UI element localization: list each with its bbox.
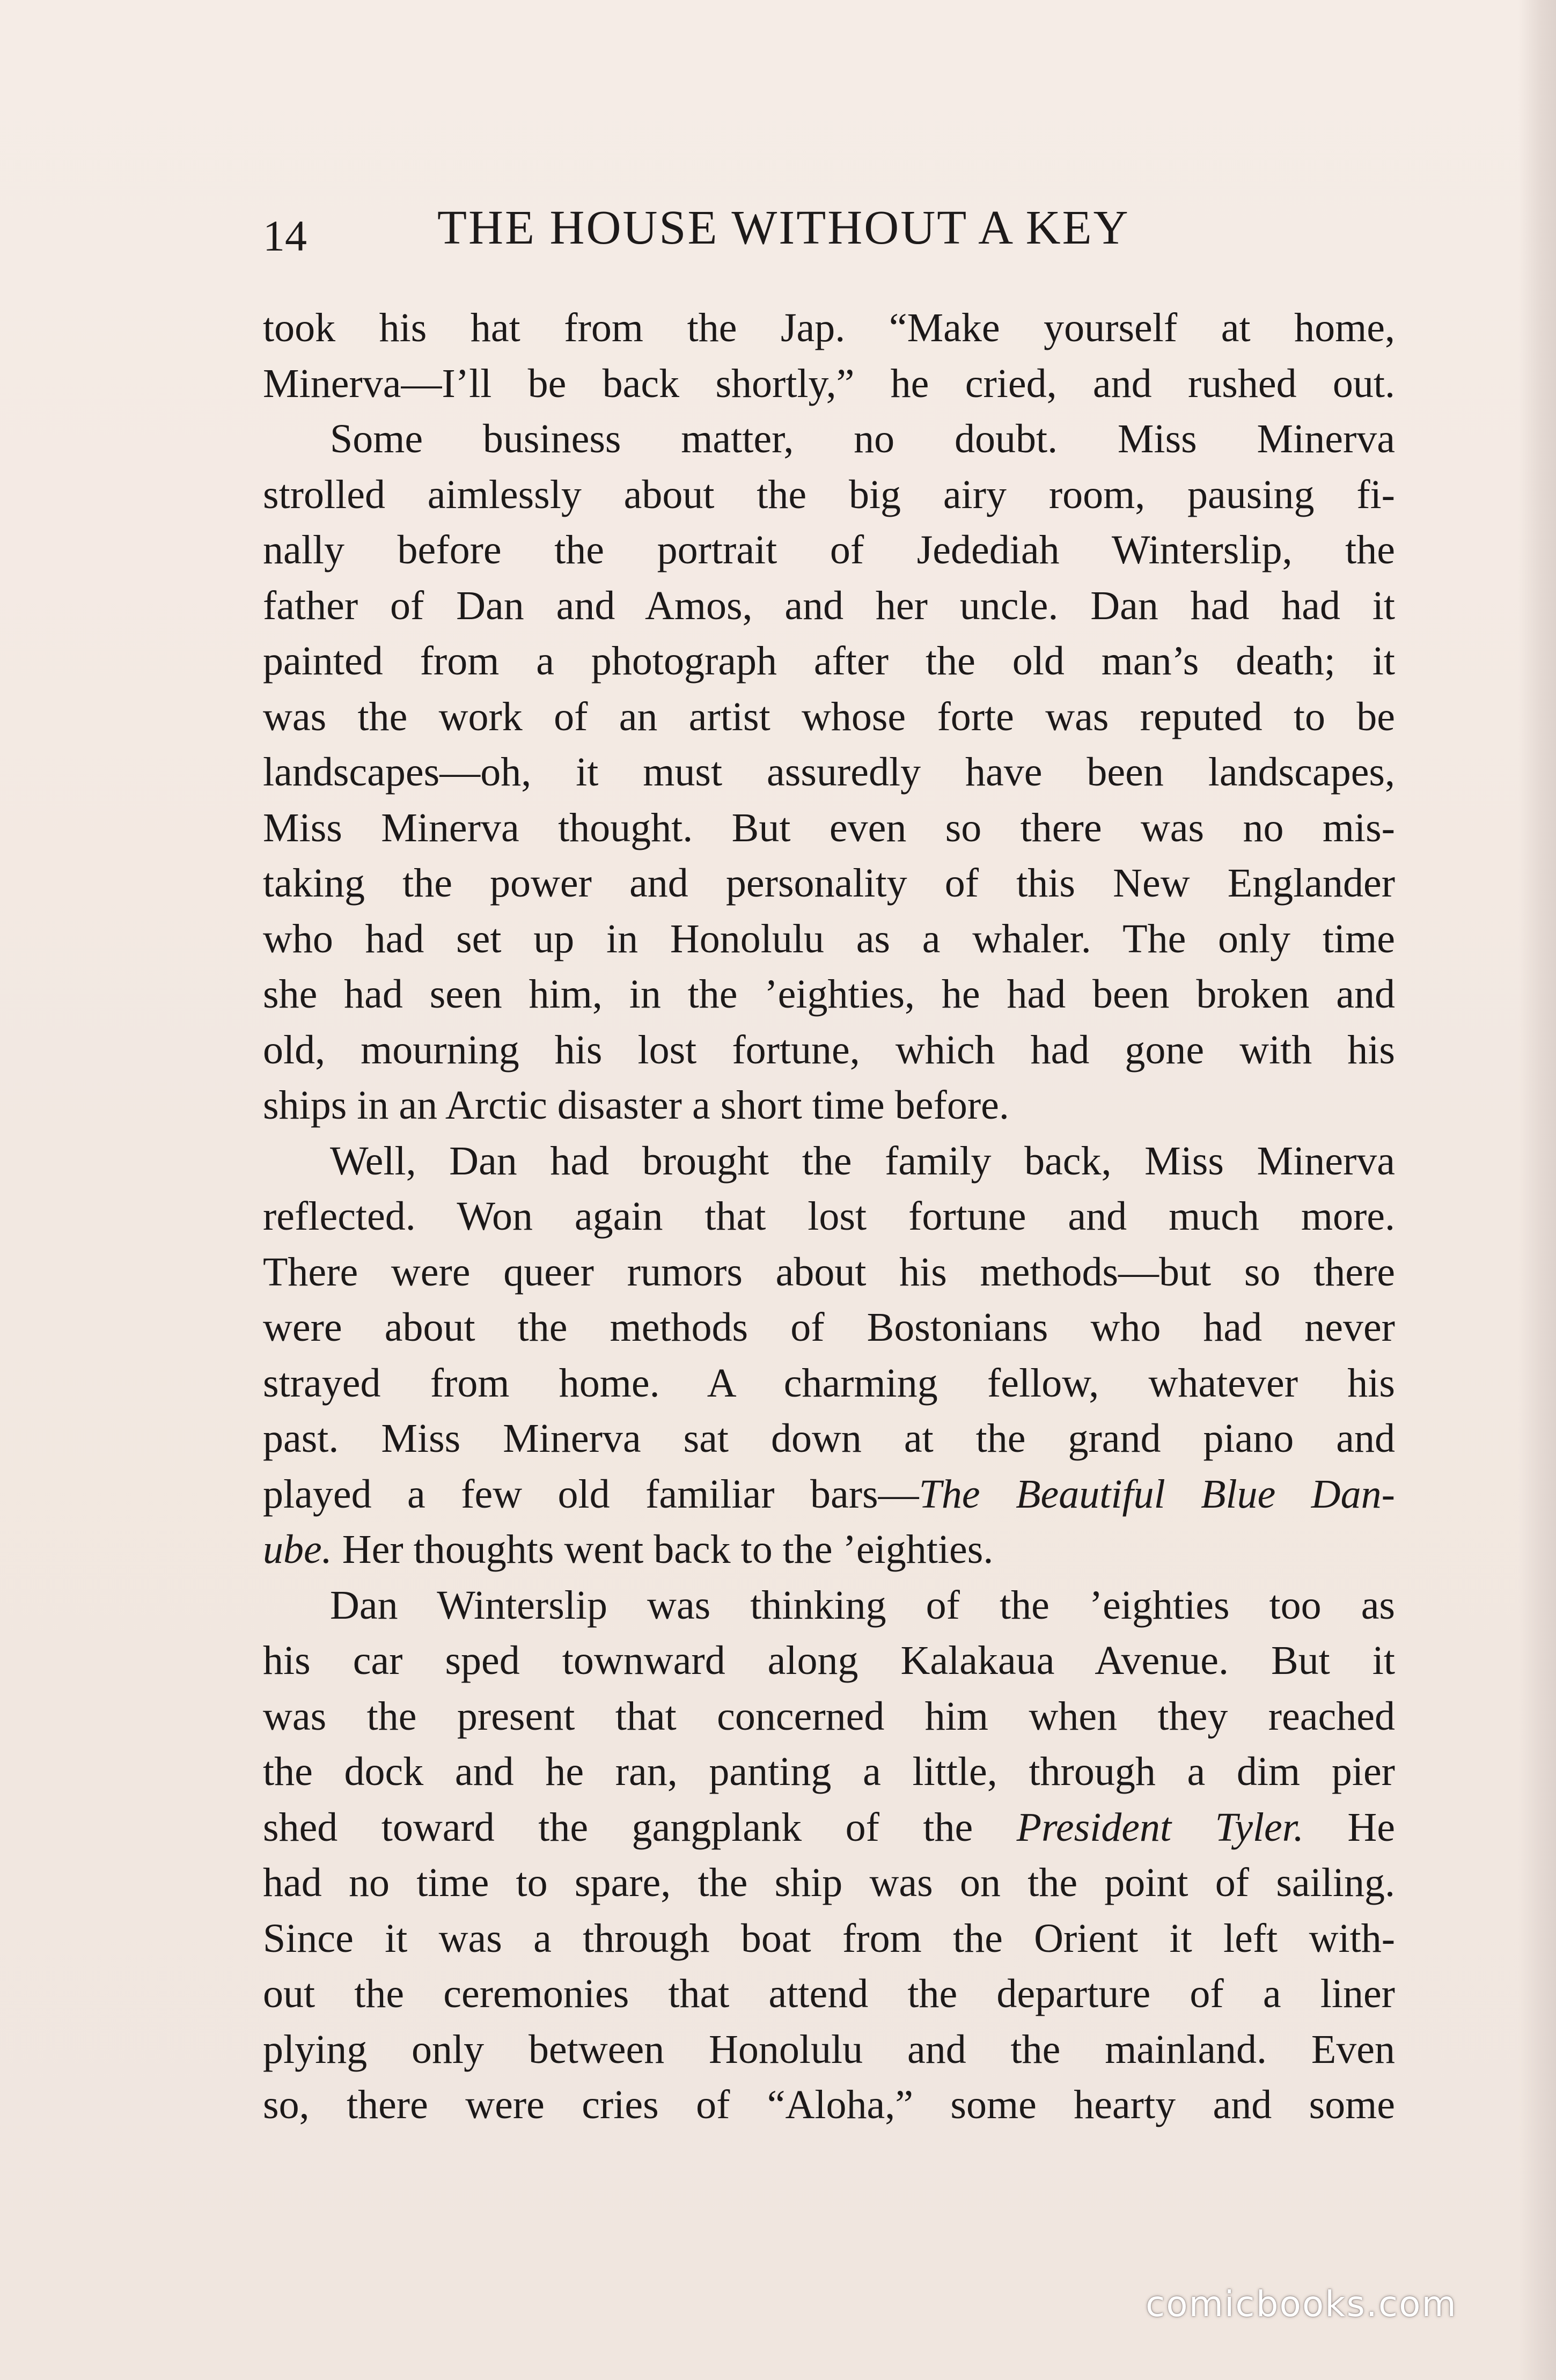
text-line [263, 1744, 1395, 1800]
line-text: shed toward the gangplank of the [263, 1804, 1017, 1850]
text-line [263, 1467, 1395, 1523]
text-line [263, 1300, 1395, 1356]
line-text: nally before the portrait of Jedediah Winterslip, the [263, 527, 1395, 572]
line-text: reflected. Won again that lost fortune and much more. [263, 1194, 1395, 1239]
line-text: strayed from home. A charming fellow, whatever his [263, 1360, 1395, 1406]
running-title: THE HOUSE WITHOUT A KEY [437, 201, 1130, 254]
text-line [263, 912, 1395, 967]
text-line [263, 1189, 1395, 1245]
line-text: took his hat from the Jap. “Make yourself at home, [263, 305, 1395, 350]
text-line [263, 2077, 1395, 2133]
text-line [263, 1966, 1395, 2022]
line-text: out the ceremonies that attend the departure of a liner [263, 1971, 1395, 2016]
text-line [263, 1911, 1395, 1967]
line-text: Dan Winterslip was thinking of the ’eighties too as [330, 1582, 1395, 1628]
italic-text: President Tyler. [1016, 1804, 1304, 1850]
text-line [263, 1855, 1395, 1911]
text-line [263, 467, 1395, 523]
line-text: past. Miss Minerva sat down at the grand piano and [263, 1416, 1395, 1461]
page-number: 14 [263, 211, 307, 260]
line-text-tail: He [1303, 1804, 1395, 1850]
line-text: had no time to spare, the ship was on the point of sailing. [263, 1860, 1395, 1905]
page-header [263, 199, 1261, 263]
text-line [263, 856, 1395, 912]
text-line [263, 356, 1395, 412]
line-text: Some business matter, no doubt. Miss Minerva [330, 416, 1395, 461]
line-text: played a few old familiar bars— [263, 1471, 919, 1517]
line-text: There were queer rumors about his methods—but so there [263, 1249, 1395, 1295]
text-line [263, 300, 1395, 356]
text-line [263, 523, 1395, 578]
text-line [263, 1633, 1395, 1689]
line-text: she had seen him, in the ’eighties, he had been broken and [263, 972, 1395, 1017]
line-text: so, there were cries of “Aloha,” some hearty and some [263, 2082, 1395, 2127]
text-line [263, 578, 1395, 634]
line-text: Her thoughts went back to the ’eighties. [332, 1527, 994, 1572]
text-line [263, 1134, 1395, 1189]
italic-text: ube. [263, 1527, 332, 1572]
text-line [263, 1356, 1395, 1412]
text-line [263, 1078, 1395, 1134]
line-text: Miss Minerva thought. But even so there was no mis- [263, 805, 1395, 850]
text-line [263, 412, 1395, 467]
page-edge-shadow [1518, 0, 1556, 2380]
line-text: father of Dan and Amos, and her uncle. Dan had had it [263, 583, 1395, 628]
text-line [263, 745, 1395, 800]
line-text: Since it was a through boat from the Orient it left with- [263, 1915, 1395, 1961]
line-text: who had set up in Honolulu as a whaler. The only time [263, 916, 1395, 961]
line-text: was the present that concerned him when they reached [263, 1693, 1395, 1739]
text-line [263, 1800, 1395, 1856]
line-text: taking the power and personality of this New Englander [263, 861, 1395, 906]
text-line [263, 1411, 1395, 1467]
line-text: the dock and he ran, panting a little, through a dim pier [263, 1749, 1395, 1794]
text-line [263, 1522, 1395, 1578]
text-line [263, 967, 1395, 1023]
text-line [263, 1578, 1395, 1634]
text-line [263, 2022, 1395, 2078]
watermark-logo: comicbooks.com [1146, 2283, 1457, 2325]
line-text: Well, Dan had brought the family back, Miss Minerva [330, 1138, 1395, 1184]
text-line [263, 1245, 1395, 1301]
line-text: landscapes—oh, it must assuredly have been landscapes, [263, 750, 1395, 795]
line-text: old, mourning his lost fortune, which had gone with his [263, 1027, 1395, 1073]
line-text: Minerva—I’ll be back shortly,” he cried, and rushed out. [263, 361, 1395, 406]
line-text: plying only between Honolulu and the mainland. Even [263, 2026, 1395, 2072]
line-text: were about the methods of Bostonians who had never [263, 1305, 1395, 1350]
line-text: strolled aimlessly about the big airy room, pausing fi- [263, 472, 1395, 517]
line-text: painted from a photograph after the old man’s death; it [263, 638, 1395, 684]
body-text [263, 300, 1395, 2133]
line-text: his car sped townward along Kalakaua Avenue. But it [263, 1638, 1395, 1683]
text-line [263, 800, 1395, 856]
italic-text: The Beautiful Blue Dan- [919, 1471, 1395, 1517]
text-line [263, 1023, 1395, 1078]
line-text: ships in an Arctic disaster a short time before. [263, 1083, 1009, 1128]
line-text: was the work of an artist whose forte was reputed to be [263, 694, 1395, 739]
text-line [263, 1689, 1395, 1745]
text-line [263, 634, 1395, 689]
text-line [263, 689, 1395, 745]
